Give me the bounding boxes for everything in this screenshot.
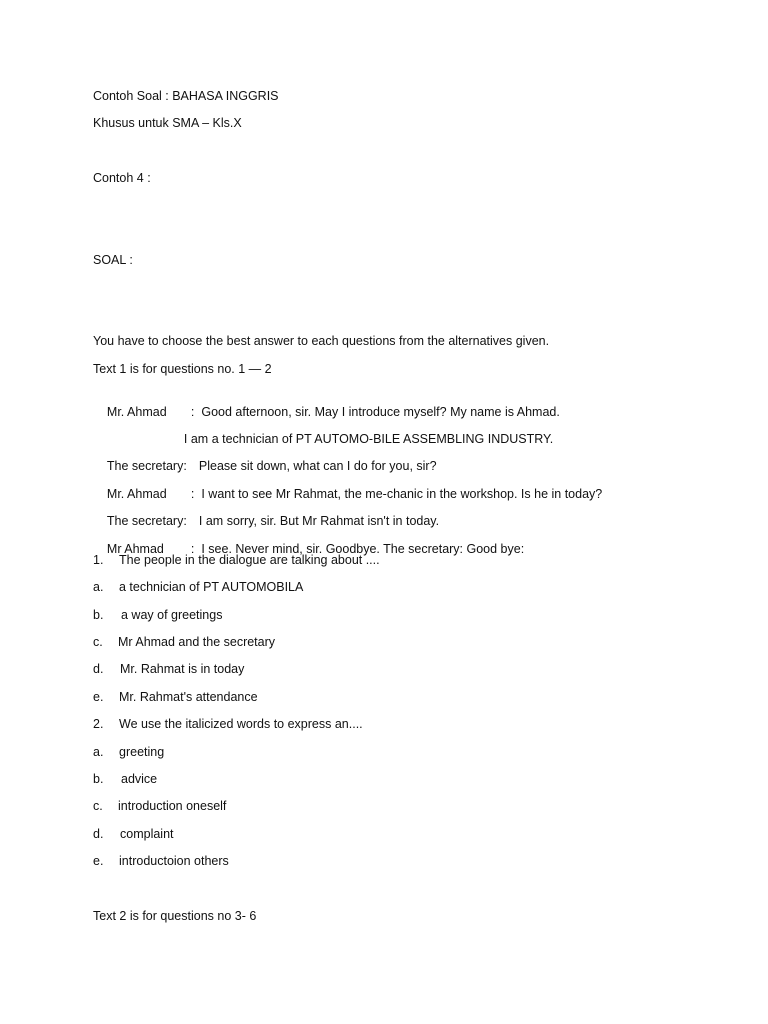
utterance: I see. Never mind, sir. Goodbye. The secretary: Good bye: bbox=[201, 542, 525, 556]
option-letter: d. bbox=[93, 662, 104, 676]
utterance: I want to see Mr Rahmat, the me-chanic in the workshop. Is he in today? bbox=[201, 487, 603, 501]
speaker: The secretary: bbox=[106, 514, 187, 528]
option-letter: b. bbox=[93, 772, 104, 786]
option-letter: c. bbox=[93, 635, 103, 649]
document-title: Contoh Soal : BAHASA INGGRIS bbox=[93, 89, 279, 103]
text1-intro: Text 1 is for questions no. 1 — 2 bbox=[93, 362, 272, 376]
instructions: You have to choose the best answer to each questions from the alternatives given. bbox=[93, 334, 550, 348]
document-subtitle: Khusus untuk SMA – Kls.X bbox=[93, 116, 242, 130]
option-letter: e. bbox=[93, 690, 104, 704]
option-letter: a. bbox=[93, 580, 104, 594]
speaker: Mr. Ahmad bbox=[106, 405, 167, 419]
question-number: 1. bbox=[93, 553, 104, 567]
option-letter: e. bbox=[93, 854, 104, 868]
question-number: 2. bbox=[93, 717, 104, 731]
option-text: a way of greetings bbox=[121, 608, 223, 622]
soal-label: SOAL : bbox=[93, 253, 133, 267]
option-text: Mr Ahmad and the secretary bbox=[118, 635, 276, 649]
option-letter: b. bbox=[93, 608, 104, 622]
option-letter: c. bbox=[93, 799, 103, 813]
speaker: The secretary: bbox=[106, 459, 187, 473]
option-text: introduction oneself bbox=[118, 799, 227, 813]
option-text: introductoion others bbox=[119, 854, 229, 868]
utterance: I am a technician of PT AUTOMO-BILE ASSEMBLING INDUSTRY. bbox=[183, 432, 554, 446]
option-text: Mr. Rahmat is in today bbox=[120, 662, 245, 676]
text2-intro: Text 2 is for questions no 3- 6 bbox=[93, 909, 257, 923]
utterance: Please sit down, what can I do for you, sir? bbox=[198, 459, 437, 473]
option-text: complaint bbox=[120, 827, 174, 841]
option-text: advice bbox=[121, 772, 158, 786]
utterance: I am sorry, sir. But Mr Rahmat isn't in today. bbox=[198, 514, 440, 528]
option-text: Mr. Rahmat's attendance bbox=[119, 690, 258, 704]
separator: : bbox=[190, 487, 195, 501]
speaker: Mr Ahmad bbox=[106, 542, 164, 556]
option-text: a technician of PT AUTOMOBILA bbox=[119, 580, 304, 594]
separator: : bbox=[190, 405, 195, 419]
speaker: Mr. Ahmad bbox=[106, 487, 167, 501]
separator: : bbox=[190, 542, 195, 556]
question-text: The people in the dialogue are talking about .... bbox=[119, 553, 380, 567]
option-letter: a. bbox=[93, 745, 104, 759]
question-text: We use the italicized words to express an.... bbox=[119, 717, 363, 731]
option-letter: d. bbox=[93, 827, 104, 841]
option-text: greeting bbox=[119, 745, 165, 759]
example-label: Contoh 4 : bbox=[93, 171, 151, 185]
utterance: Good afternoon, sir. May I introduce myself? My name is Ahmad. bbox=[201, 405, 560, 419]
